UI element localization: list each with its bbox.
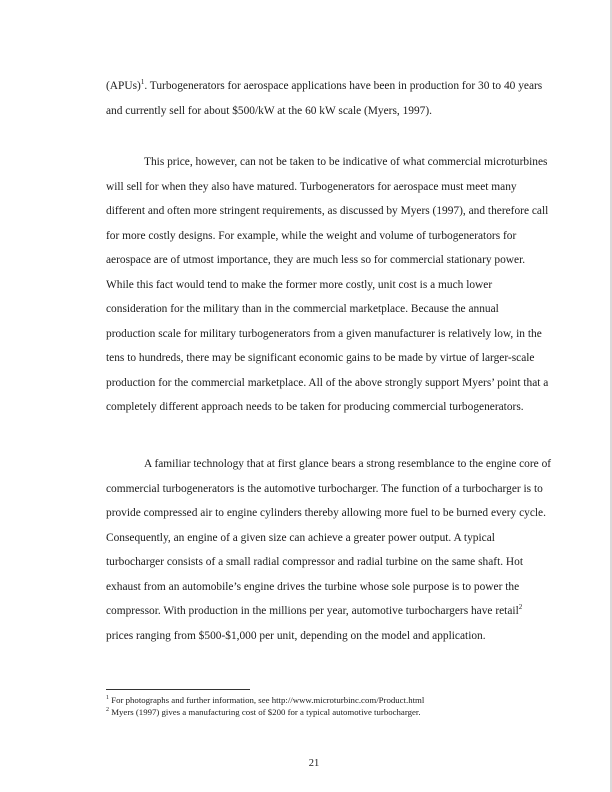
text-line: aerospace are of utmost importance, they are much less so for commercial stationary power.: [106, 254, 526, 266]
footnotes: [106, 694, 546, 718]
text-line: will sell for when they also have matured. Turbogenerators for aerospace must meet many: [106, 180, 517, 193]
text-line: turbocharger consists of a small radial compressor and radial turbine on the same shaft. Hot: [106, 556, 524, 568]
text-line: production for the commercial marketplace. All of the above strongly support Myers’ point that a: [106, 376, 549, 389]
text-line: exhaust from an automobile’s engine drives the turbine whose sole purpose is to power the: [106, 580, 520, 593]
text-line: compressor. With production in the millions per year, automotive turbochargers have retail$^2$: [106, 603, 523, 617]
text-line: This price, however, can not be taken to be indicative of what commercial microturbines: [144, 156, 548, 168]
text-line: (APUs)$^1$. Turbogenerators for aerospace applications have been in production for 30 to 40 years: [106, 78, 543, 92]
footnote-2: $^2$ Myers (1997) gives a manufacturing cost of $200 for a typical automotive turbocharger.: [106, 707, 421, 717]
footnote-marker: 1: [140, 78, 145, 87]
text-line: commercial turbogenerators is the automotive turbocharger. The function of a turbocharger is to: [106, 482, 543, 495]
text-line: and currently sell for about $500/kW at the 60 kW scale (Myers, 1997).: [106, 104, 433, 117]
text-line: A familiar technology that at first glance bears a strong resemblance to the engine core of: [144, 458, 552, 470]
paragraph-3: [106, 452, 552, 648]
text-line: tens to hundreds, there may be significant economic gains to be made by virtue of larger-scale: [106, 352, 535, 364]
text-line: completely different approach needs to be taken for producing commercial turbogenerators.: [106, 401, 524, 413]
text-line: Consequently, an engine of a given size can achieve a greater power output. A typical: [106, 531, 495, 544]
page-number: 21: [308, 758, 320, 769]
footnote-1: $^1$ For photographs and further information, see http://www.microturbinc.com/Product.html: [106, 695, 425, 705]
footnote-divider: [106, 689, 250, 690]
text-line: consideration for the military than in the commercial marketplace. Because the annual: [106, 303, 499, 315]
paragraph-1: [106, 74, 544, 123]
text-line: prices ranging from $500-$1,000 per unit, depending on the model and application.: [106, 629, 486, 642]
footnote-marker: 2: [518, 603, 523, 612]
text-line: production scale for military turbogenerators from a given manufacturer is relatively low, in the: [106, 327, 542, 340]
text-line: different and often more stringent requirements, as discussed by Myers (1997), and therefore call: [106, 205, 549, 217]
paragraph-2: [106, 150, 549, 420]
text-line: While this fact would tend to make the former more costly, unit cost is a much lower: [106, 278, 493, 291]
text-line: provide compressed air to engine cylinders thereby allowing more fuel to be burned every cycle.: [106, 507, 546, 519]
text-line: for more costly designs. For example, while the weight and volume of turbogenerators for: [106, 229, 517, 242]
